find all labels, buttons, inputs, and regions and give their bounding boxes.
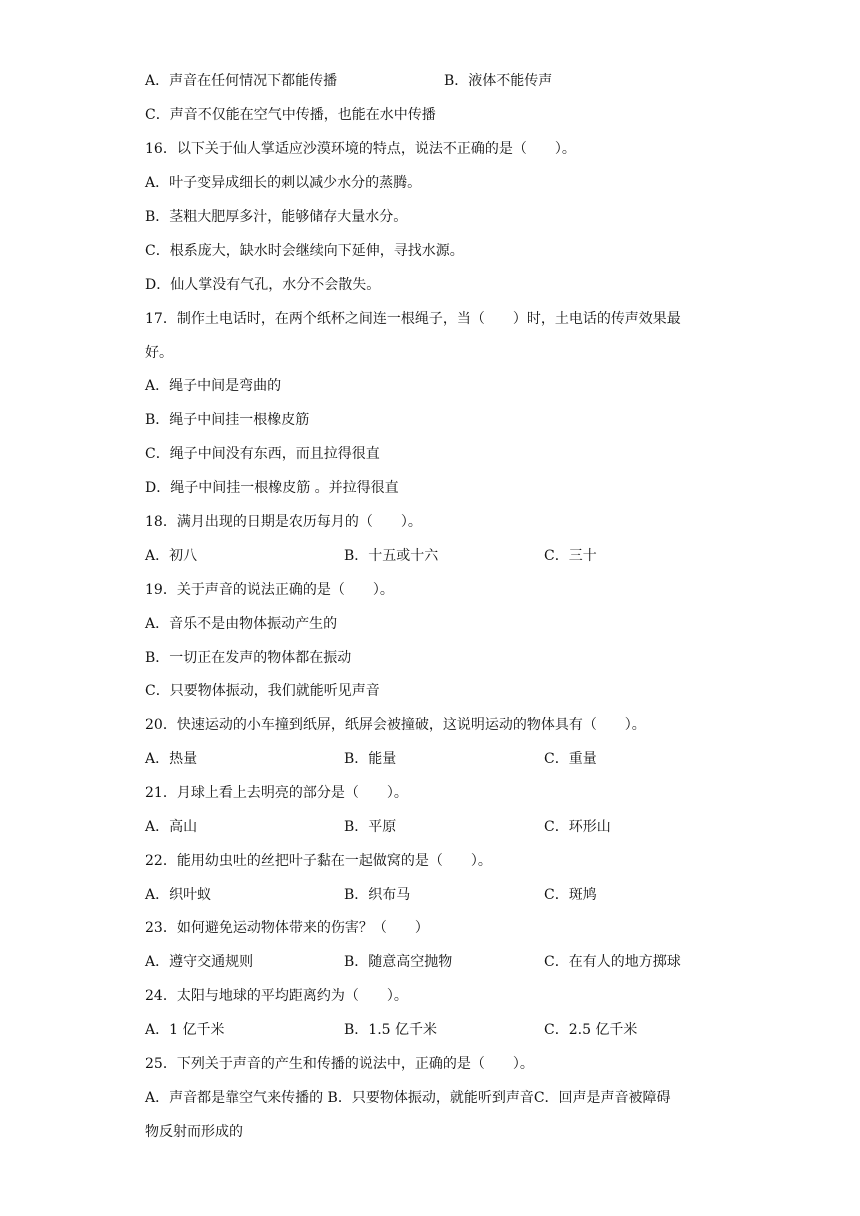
q19-option-b: B．一切正在发声的物体都在振动: [145, 650, 352, 666]
q19-stem: 19．关于声音的说法正确的是（ ）。: [145, 582, 394, 598]
q16-stem: 16．以下关于仙人掌适应沙漠环境的特点，说法不正确的是（ ）。: [145, 141, 576, 157]
q16-option-b: B．茎粗大肥厚多汁，能够储存大量水分。: [145, 209, 408, 225]
q25-options-line2: 物反射而形成的: [145, 1124, 243, 1140]
q18-option-a: A．初八: [145, 548, 198, 564]
q22-option-c: C．斑鸠: [544, 887, 597, 903]
q16-option-a: A．叶子变异成细长的刺以减少水分的蒸腾。: [145, 175, 422, 191]
q23-option-b: B．随意高空抛物: [344, 954, 453, 970]
q20-option-b: B．能量: [344, 751, 397, 767]
q18-option-b: B．十五或十六: [344, 548, 439, 564]
q17-stem-line1: 17．制作土电话时，在两个纸杯之间连一根绳子，当（ ）时，土电话的传声效果最: [145, 311, 681, 327]
q21-stem: 21．月球上看上去明亮的部分是（ ）。: [145, 785, 408, 801]
q17-option-a: A．绳子中间是弯曲的: [145, 378, 282, 394]
q19-option-a: A．音乐不是由物体振动产生的: [145, 616, 338, 632]
q21-option-c: C．环形山: [544, 819, 611, 835]
q20-option-a: A．热量: [145, 751, 198, 767]
q21-option-a: A．高山: [145, 819, 198, 835]
q22-option-b: B．织布马: [344, 887, 411, 903]
q17-stem-line2: 好。: [145, 345, 173, 361]
q15-option-b: B．液体不能传声: [444, 73, 553, 89]
q15-option-c: C．声音不仅能在空气中传播，也能在水中传播: [145, 107, 436, 123]
q23-option-a: A．遵守交通规则: [145, 954, 254, 970]
q20-stem: 20．快速运动的小车撞到纸屏，纸屏会被撞破，这说明运动的物体具有（ ）。: [145, 717, 646, 733]
q18-option-c: C．三十: [544, 548, 597, 564]
q18-stem: 18．满月出现的日期是农历每月的（ ）。: [145, 514, 422, 530]
q24-option-b: B．1.5 亿千米: [344, 1022, 438, 1038]
q23-stem: 23．如何避免运动物体带来的伤害？（ ）: [145, 920, 429, 936]
q23-option-c: C．在有人的地方掷球: [544, 954, 681, 970]
q17-option-d: D．绳子中间挂一根橡皮筋 。并拉得很直: [145, 480, 399, 496]
q17-option-b: B．绳子中间挂一根橡皮筋: [145, 412, 310, 428]
q24-option-c: C．2.5 亿千米: [544, 1022, 638, 1038]
q17-option-c: C．绳子中间没有东西，而且拉得很直: [145, 446, 380, 462]
q25-stem: 25．下列关于声音的产生和传播的说法中，正确的是（ ）。: [145, 1056, 534, 1072]
q19-option-c: C．只要物体振动，我们就能听见声音: [145, 683, 380, 699]
q22-stem: 22．能用幼虫吐的丝把叶子黏在一起做窝的是（ ）。: [145, 853, 492, 869]
q20-option-c: C．重量: [544, 751, 597, 767]
q22-option-a: A．织叶蚁: [145, 887, 212, 903]
q16-option-d: D．仙人掌没有气孔，水分不会散失。: [145, 277, 381, 293]
q24-option-a: A．1 亿千米: [145, 1022, 225, 1038]
q24-stem: 24．太阳与地球的平均距离约为（ ）。: [145, 988, 408, 1004]
q15-option-a: A．声音在任何情况下都能传播: [145, 73, 338, 89]
q16-option-c: C．根系庞大，缺水时会继续向下延伸，寻找水源。: [145, 243, 464, 259]
q25-options-line1: A．声音都是靠空气来传播的 B．只要物体振动，就能听到声音C．回声是声音被障碍: [145, 1090, 671, 1106]
q21-option-b: B．平原: [344, 819, 397, 835]
